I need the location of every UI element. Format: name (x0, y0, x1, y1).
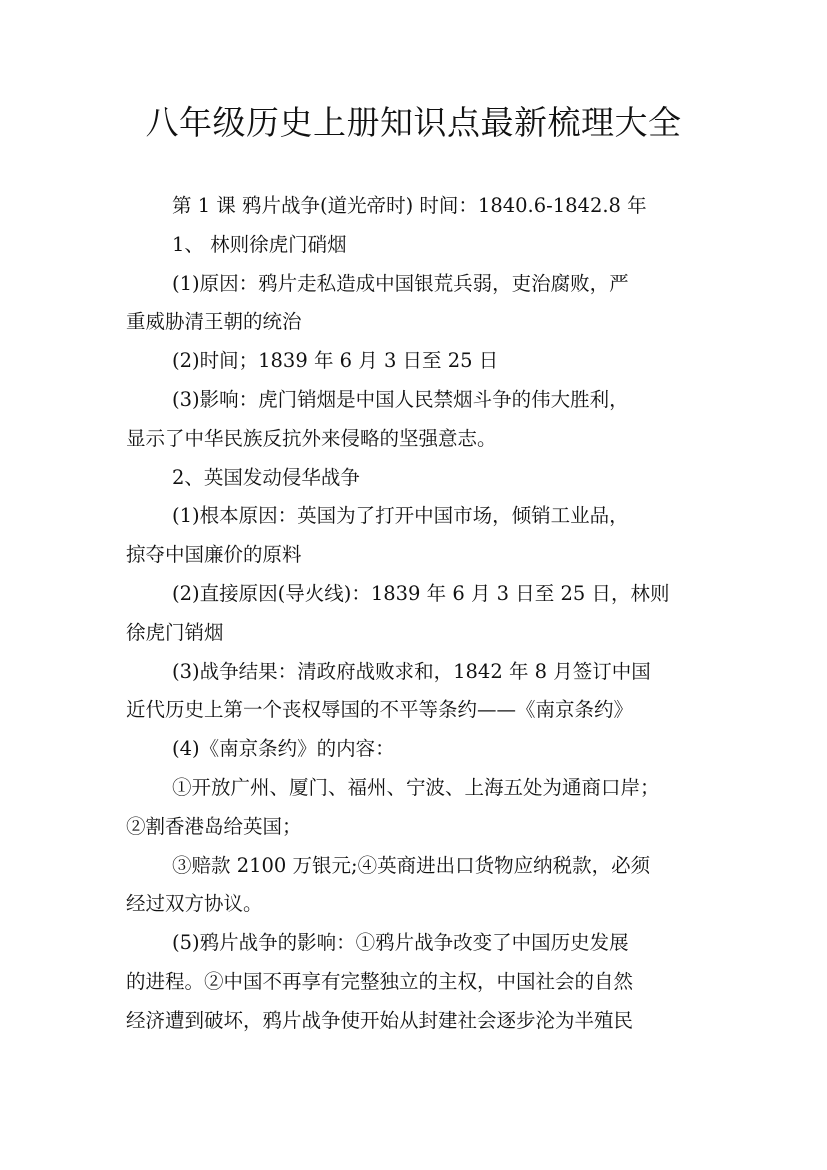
paragraph-line: ③赔款 2100 万银元;④英商进出口货物应纳税款，必须 (172, 853, 651, 877)
section-heading: 2、英国发动侵华战争 (172, 465, 360, 489)
paragraph-line: 经济遭到破坏，鸦片战争使开始从封建社会逐步沦为半殖民 (126, 1008, 634, 1032)
paragraph-line: (1)原因：鸦片走私造成中国银荒兵弱，吏治腐败，严 (172, 271, 629, 295)
document-body (126, 187, 706, 1041)
paragraph-line: (2)时间；1839 年 6 月 3 日至 25 日 (172, 349, 499, 373)
paragraph-line: ②割香港岛给英国； (126, 814, 302, 838)
paragraph-line: (3)战争结果：清政府战败求和，1842 年 8 月签订中国 (172, 659, 651, 683)
paragraph-line: 徐虎门销烟 (126, 620, 224, 644)
paragraph-line: (2)直接原因(导火线)：1839 年 6 月 3 日至 25 日，林则 (172, 581, 670, 605)
paragraph-line: 的进程。②中国不再享有完整独立的主权，中国社会的自然 (126, 969, 634, 993)
document-title: 八年级历史上册知识点最新梳理大全 (145, 103, 682, 142)
paragraph-line: 显示了中华民族反抗外来侵略的坚强意志。 (126, 426, 497, 450)
paragraph-line: (3)影响：虎门销烟是中国人民禁烟斗争的伟大胜利， (172, 387, 629, 411)
lesson-heading: 第 1 课 鸦片战争(道光帝时) 时间：1840.6-1842.8 年 (172, 194, 647, 217)
paragraph-line: ①开放广州、厦门、福州、宁波、上海五处为通商口岸； (172, 775, 660, 799)
paragraph-line: (1)根本原因：英国为了打开中国市场，倾销工业品， (172, 504, 629, 528)
paragraph-line: 近代历史上第一个丧权辱国的不平等条约——《南京条约》 (126, 698, 634, 722)
paragraph-line: (4)《南京条约》的内容： (172, 737, 395, 761)
paragraph-line: 经过双方协议。 (126, 892, 263, 916)
paragraph-line: 掠夺中国廉价的原料 (126, 543, 302, 567)
paragraph-line: 重威胁清王朝的统治 (126, 310, 302, 334)
paragraph-line: (5)鸦片战争的影响：①鸦片战争改变了中国历史发展 (172, 931, 629, 955)
section-heading: 1、 林则徐虎门硝烟 (172, 232, 347, 256)
